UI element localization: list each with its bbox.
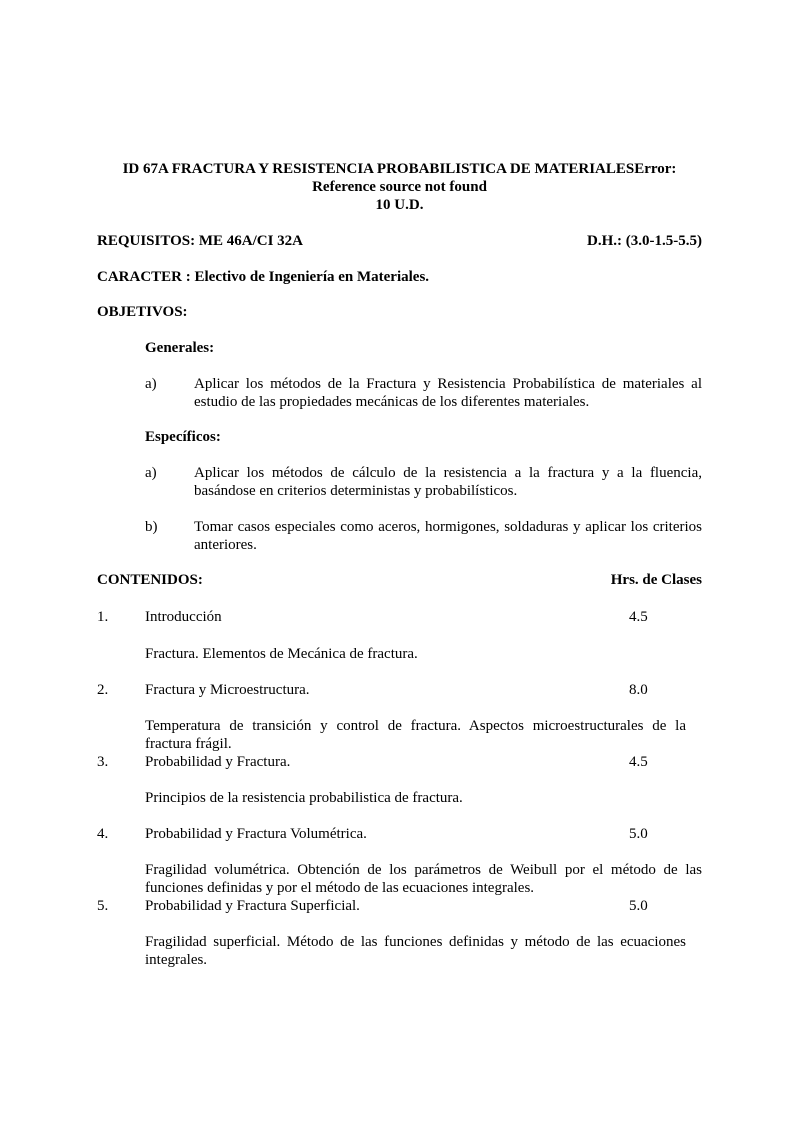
unit-hours: 5.0 xyxy=(629,826,648,842)
unit-name: Probabilidad y Fractura. xyxy=(145,754,291,770)
unit-row xyxy=(97,825,702,843)
unit-description: Principios de la resistencia probabilistica de fractura. xyxy=(145,790,463,806)
unit-hours: 4.5 xyxy=(629,609,648,625)
title-line-3: 10 U.D. xyxy=(375,197,424,213)
unit-number: 1. xyxy=(97,609,109,625)
title-line-2: Reference source not found xyxy=(312,179,487,195)
generales-heading: Generales: xyxy=(145,340,215,356)
unit-row xyxy=(97,608,702,626)
dh-value: D.H.: (3.0-1.5-5.5) xyxy=(587,233,702,249)
unit-description: Fractura. Elementos de Mecánica de fractura. xyxy=(145,646,418,662)
document-page xyxy=(97,160,702,969)
unit-hours: 8.0 xyxy=(629,682,648,698)
caracter-line: CARACTER : Electivo de Ingeniería en Materiales. xyxy=(97,269,430,285)
item-marker: b) xyxy=(145,519,158,535)
unit-description: Temperatura de transición y control de fractura. Aspectos microestructurales de la fractura frágil. xyxy=(145,718,686,752)
unit-number: 4. xyxy=(97,826,109,842)
unit-description: Fragilidad volumétrica. Obtención de los parámetros de Weibull por el método de las funciones definidas y por el método de las ecuaciones integrales. xyxy=(145,862,702,896)
unit-row xyxy=(97,681,702,699)
requisitos-label: REQUISITOS: ME 46A/CI 32A xyxy=(97,233,304,249)
item-text: Tomar casos especiales como aceros, hormigones, soldaduras y aplicar los criterios anteriores. xyxy=(194,519,702,553)
unit-number: 3. xyxy=(97,754,109,770)
unit-description: Fragilidad superficial. Método de las funciones definidas y método de las ecuaciones integrales. xyxy=(145,934,686,968)
unit-name: Probabilidad y Fractura Volumétrica. xyxy=(145,826,367,842)
hours-heading: Hrs. de Clases xyxy=(610,572,702,588)
requisitos-row xyxy=(97,232,702,250)
item-text: Aplicar los métodos de la Fractura y Resistencia Probabilística de materiales al estudio de las propiedades mecánicas de los diferentes materiales. xyxy=(194,376,702,410)
especificos-heading: Específicos: xyxy=(145,429,221,445)
item-marker: a) xyxy=(145,465,157,481)
unit-name: Introducción xyxy=(145,609,222,625)
unit-hours: 5.0 xyxy=(629,898,648,914)
unit-name: Probabilidad y Fractura Superficial. xyxy=(145,898,360,914)
contenidos-header xyxy=(97,571,702,589)
title-line-1: ID 67A FRACTURA Y RESISTENCIA PROBABILISTICA DE MATERIALESError: xyxy=(122,161,677,177)
unit-number: 5. xyxy=(97,898,109,914)
item-marker: a) xyxy=(145,376,157,392)
generales-item xyxy=(145,375,702,411)
especificos-item xyxy=(145,464,702,500)
course-title xyxy=(85,160,714,214)
objetivos-heading: OBJETIVOS: xyxy=(97,304,188,320)
unit-name: Fractura y Microestructura. xyxy=(145,682,310,698)
item-text: Aplicar los métodos de cálculo de la resistencia a la fractura y a la fluencia, basándose en criterios deterministas y probabilísticos. xyxy=(194,465,702,499)
unit-hours: 4.5 xyxy=(629,754,648,770)
contenidos-heading: CONTENIDOS: xyxy=(97,572,203,588)
unit-row xyxy=(97,753,702,771)
unit-row xyxy=(97,897,702,915)
unit-number: 2. xyxy=(97,682,109,698)
especificos-item xyxy=(145,518,702,554)
